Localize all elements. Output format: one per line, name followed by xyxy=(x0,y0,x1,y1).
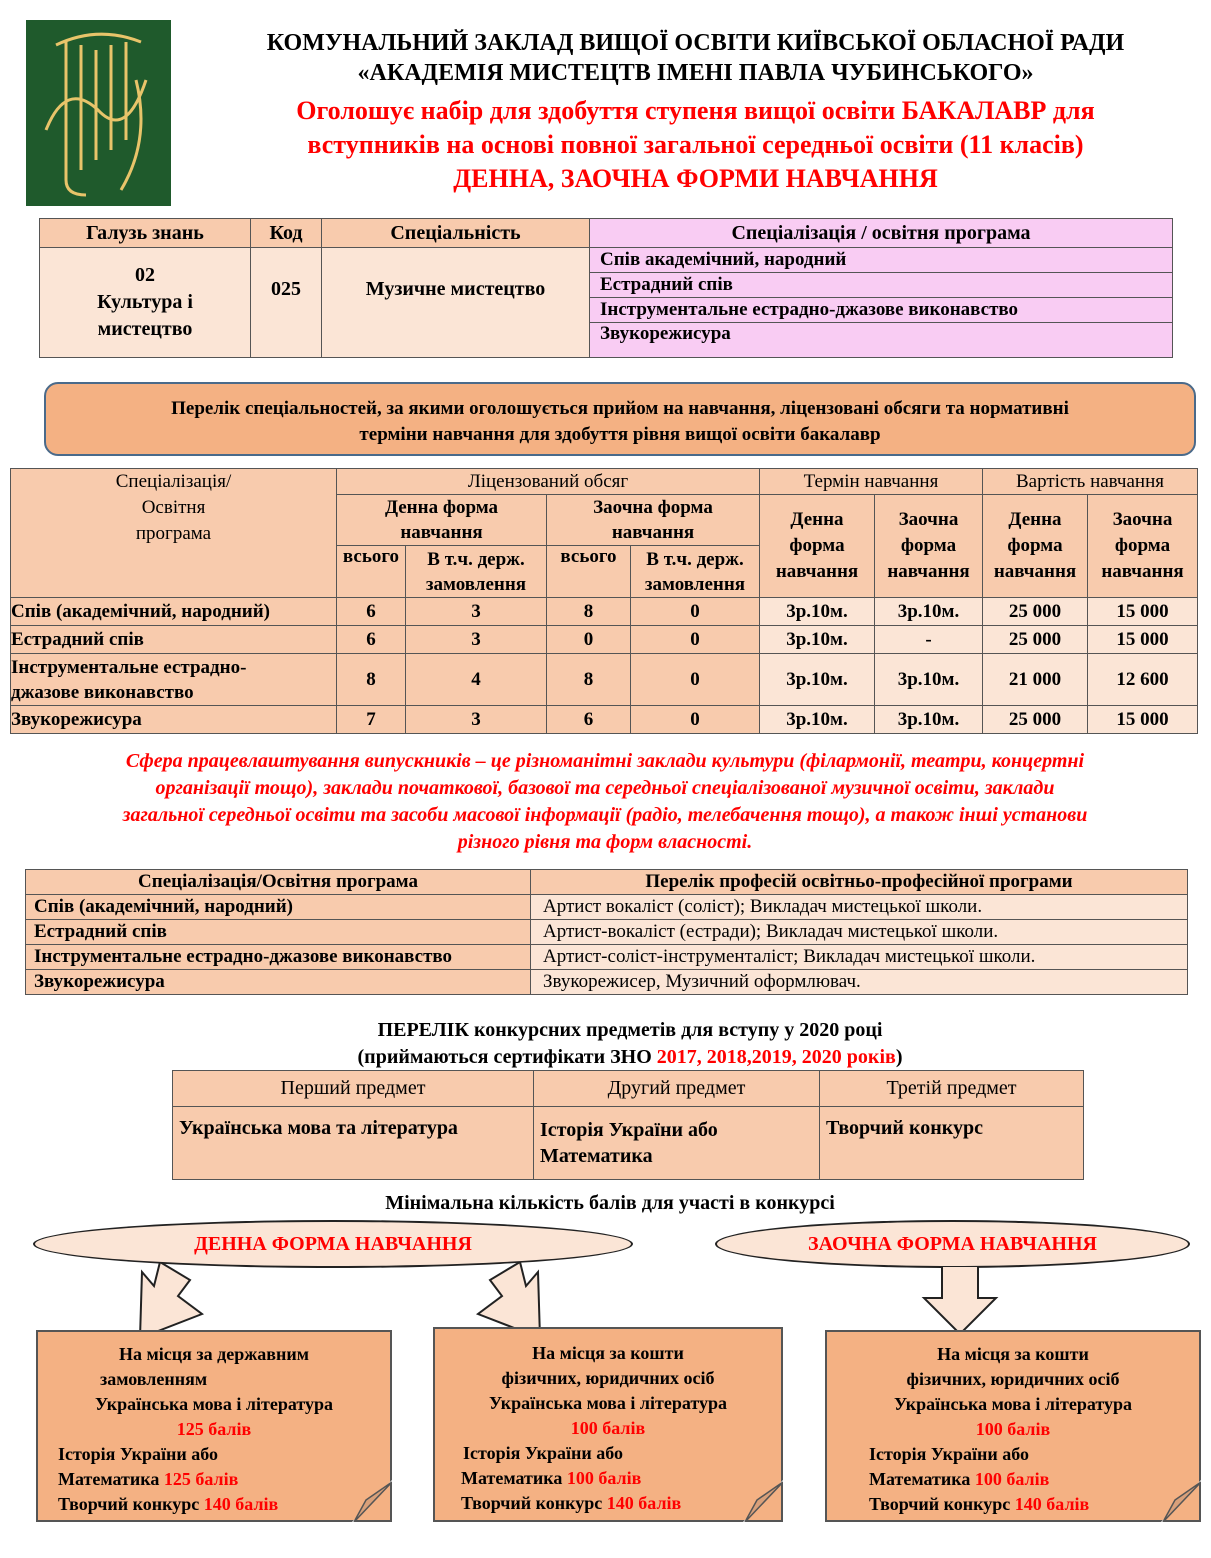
license-cell: 3р.10м. xyxy=(760,706,875,734)
announcement: Оголошує набір для здобуття ступеня вищої освіти БАКАЛАВР для вступників на основі повної загальної середньої освіти (11 класів) ДЕННА, ЗАОЧНА ФОРМИ НАВЧАННЯ xyxy=(296,96,1095,193)
license-cell: 3р.10м. xyxy=(875,654,983,706)
license-cell: 6 xyxy=(337,626,406,654)
license-row-name: Спів (академічний, народний) xyxy=(11,598,337,626)
third-subject: Творчий конкурс xyxy=(820,1107,1084,1180)
day-paid-box: На місця за кошти фізичних, юридичних осіб Українська мова і література 100 балів Історія України або Математика 100 балів Творчий конкурс 140 балів xyxy=(433,1327,783,1522)
license-cell: 3р.10м. xyxy=(760,598,875,626)
license-cell: 0 xyxy=(631,598,760,626)
program-cell: Естрадний спів xyxy=(590,273,1173,298)
license-cell: - xyxy=(875,626,983,654)
prof-row-value: Артист вокаліст (соліст); Викладач мистецької школи. xyxy=(531,895,1188,920)
h-state-ext: В т.ч. держ. замовлення xyxy=(631,546,760,598)
program-cell: Інструментальне естрадно-джазове виконавство xyxy=(590,298,1173,323)
license-cell: 6 xyxy=(337,598,406,626)
prof-row-value: Артист-вокаліст (естради); Викладач мистецької школи. xyxy=(531,920,1188,945)
license-cell: 3 xyxy=(406,626,547,654)
license-row xyxy=(11,626,1198,654)
subjects-table xyxy=(172,1070,1084,1180)
professions-table xyxy=(25,869,1188,995)
first-subject: Українська мова та література xyxy=(173,1107,534,1180)
program-cell: Звукорежисура xyxy=(590,323,1173,358)
license-cell: 3 xyxy=(406,598,547,626)
col-field: Галузь знань xyxy=(40,219,251,248)
h-cost-ext: Заочна форма навчання xyxy=(1088,495,1198,598)
specialty-cell: Музичне мистецтво xyxy=(322,248,590,358)
field-cell: 02 Культура і мистецтво xyxy=(40,248,251,358)
h-state-day: В т.ч. держ. замовлення xyxy=(406,546,547,598)
second-subject: Історія України або Математика xyxy=(534,1107,820,1180)
license-cell: 3р.10м. xyxy=(875,706,983,734)
h-spec: Спеціалізація/ Освітня програма xyxy=(11,469,337,598)
license-row xyxy=(11,654,1198,706)
specialties-banner: Перелік спеціальностей, за якими оголошується прийом на навчання, ліцензовані обсяги та нормативні терміни навчання для здобуття рівня вищої освіти бакалавр xyxy=(44,382,1196,456)
program-cell: Спів академічний, народний xyxy=(590,248,1173,273)
prof-row-name: Естрадний спів xyxy=(26,920,531,945)
license-cell: 3р.10м. xyxy=(760,626,875,654)
license-cell: 3р.10м. xyxy=(760,654,875,706)
license-cell: 0 xyxy=(631,626,760,654)
license-row xyxy=(11,598,1198,626)
h-second-subject: Другий предмет xyxy=(534,1071,820,1107)
prof-row-name: Звукорежисура xyxy=(26,970,531,995)
license-cell: 25 000 xyxy=(983,626,1088,654)
career-text: Сфера працевлаштування випускників – це різноманітні заклади культури (філармонії, театри, концертні організації тощо), заклади початкової, базової та середньої спеціалізованої музичної освіти, заклади загальної середньої освіти та засоби масової інформації (радіо, телебачення тощо), а також інші установи різного рівня та форм власності. xyxy=(122,750,1088,853)
institution-name: КОМУНАЛЬНИЙ ЗАКЛАД ВИЩОЇ ОСВІТИ КИЇВСЬКОЇ ОБЛАСНОЇ РАДИ xyxy=(266,30,1125,56)
day-state-box: На місця за державним замовленням Українська мова і література 125 балів Історія України або Математика 125 балів Творчий конкурс 140 балів xyxy=(36,1330,392,1522)
h-total-ext: всього xyxy=(547,546,631,598)
arrow-down-left-icon xyxy=(120,1262,210,1340)
license-cell: 15 000 xyxy=(1088,598,1198,626)
specialty-table xyxy=(39,218,1173,358)
col-program: Спеціалізація / освітня програма xyxy=(590,219,1173,248)
license-cell: 6 xyxy=(547,706,631,734)
license-row-name: Естрадний спів xyxy=(11,626,337,654)
h-cost: Вартість навчання xyxy=(983,469,1198,495)
license-cell: 7 xyxy=(337,706,406,734)
prof-row-name: Спів (академічний, народний) xyxy=(26,895,531,920)
col-code: Код xyxy=(251,219,322,248)
license-cell: 8 xyxy=(547,654,631,706)
license-cell: 0 xyxy=(631,706,760,734)
license-cell: 8 xyxy=(337,654,406,706)
extramural-form-label: ЗАОЧНА ФОРМА НАВЧАННЯ xyxy=(715,1220,1190,1268)
page-curl-icon xyxy=(352,1480,392,1522)
license-cell: 25 000 xyxy=(983,706,1088,734)
license-table xyxy=(10,468,1198,734)
prof-row-name: Інструментальне естрадно-джазове виконавство xyxy=(26,945,531,970)
license-cell: 15 000 xyxy=(1088,626,1198,654)
h-cost-day: Денна форма навчання xyxy=(983,495,1088,598)
prof-row-value: Артист-соліст-інструменталіст; Викладач мистецької школи. xyxy=(531,945,1188,970)
arrow-down-icon xyxy=(920,1266,1000,1336)
day-form-label: ДЕННА ФОРМА НАВЧАННЯ xyxy=(33,1220,633,1268)
academy-logo xyxy=(26,20,171,206)
prof-row-value: Звукорежисер, Музичний оформлювач. xyxy=(531,970,1188,995)
h-total-day: всього xyxy=(337,546,406,598)
h-ext: Заочна форма навчання xyxy=(547,495,760,546)
page-curl-icon xyxy=(1161,1480,1201,1522)
license-cell: 3р.10м. xyxy=(875,598,983,626)
academy-name: «АКАДЕМІЯ МИСТЕЦТВ ІМЕНІ ПАВЛА ЧУБИНСЬКОГО» xyxy=(357,60,1034,86)
license-row-name: Інструментальне естрадно- джазове виконавство xyxy=(11,654,337,706)
license-cell: 15 000 xyxy=(1088,706,1198,734)
h-term-ext: Заочна форма навчання xyxy=(875,495,983,598)
subjects-title: ПЕРЕЛІК конкурсних предметів для вступу у 2020 році (приймаються сертифікати ЗНО 2017, 2018,2019, 2020 років) xyxy=(357,1019,903,1068)
license-cell: 25 000 xyxy=(983,598,1088,626)
page-curl-icon xyxy=(743,1480,783,1522)
h-volume: Ліцензований обсяг xyxy=(337,469,760,495)
h-term: Термін навчання xyxy=(760,469,983,495)
lyre-logo-icon xyxy=(26,20,171,206)
col-specialty: Спеціальність xyxy=(322,219,590,248)
license-row xyxy=(11,706,1198,734)
license-cell: 21 000 xyxy=(983,654,1088,706)
license-cell: 4 xyxy=(406,654,547,706)
license-row-name: Звукорежисура xyxy=(11,706,337,734)
h-term-day: Денна форма навчання xyxy=(760,495,875,598)
h-professions: Перелік професій освітньо-професійної програми xyxy=(531,870,1188,895)
license-cell: 12 600 xyxy=(1088,654,1198,706)
license-cell: 8 xyxy=(547,598,631,626)
license-cell: 0 xyxy=(547,626,631,654)
h-third-subject: Третій предмет xyxy=(820,1071,1084,1107)
h-first-subject: Перший предмет xyxy=(173,1071,534,1107)
h-day: Денна форма навчання xyxy=(337,495,547,546)
code-cell: 025 xyxy=(251,248,322,358)
extramural-paid-box: На місця за кошти фізичних, юридичних осіб Українська мова і література 100 балів Історія України або Математика 100 балів Творчий конкурс 140 балів xyxy=(825,1330,1201,1522)
min-score-title: Мінімальна кількість балів для участі в конкурсі xyxy=(385,1192,835,1214)
license-cell: 3 xyxy=(406,706,547,734)
license-cell: 0 xyxy=(631,654,760,706)
h-program: Спеціалізація/Освітня програма xyxy=(26,870,531,895)
